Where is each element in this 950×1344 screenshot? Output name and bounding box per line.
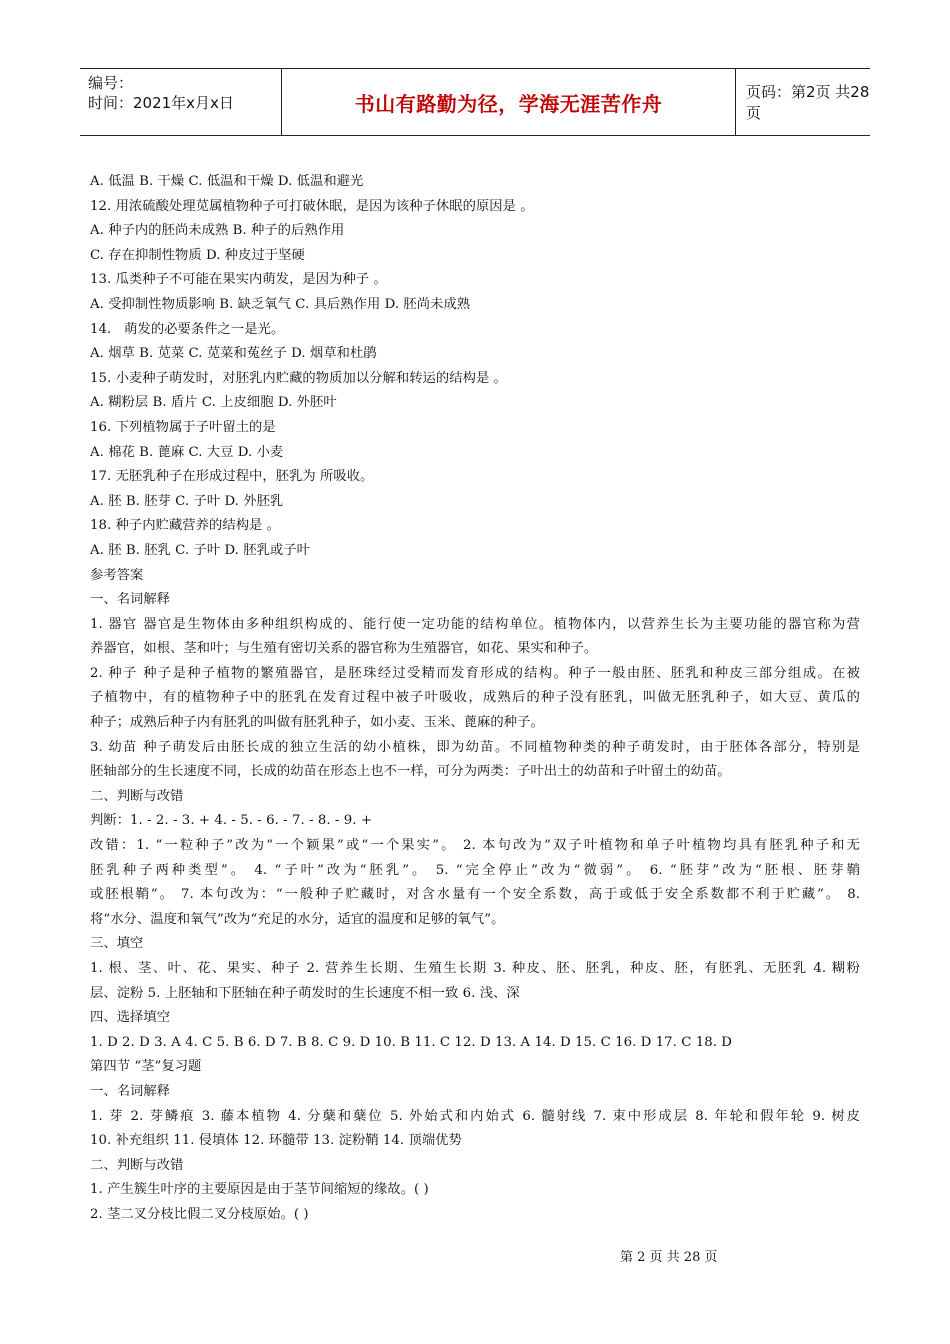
- text-line: 1. 芽 2. 芽鳞痕 3. 藤本植物 4. 分蘖和蘖位 5. 外始式和内始式 6. 髓射线 7. 束中形成层 8. 年轮和假年轮 9. 树皮: [90, 1108, 860, 1124]
- text-line: 2. 种子 种子是种子植物的繁殖器官，是胚珠经过受精而发育形成的结构。种子一般由胚、胚乳和种皮三部分组成。在被: [90, 665, 860, 681]
- document-number-label: 编号：: [88, 74, 134, 92]
- header-page-info: 页码：第2页 共28页: [746, 83, 870, 122]
- section-heading: 二、判断与改错: [90, 788, 184, 804]
- text-line: A. 种子内的胚尚未成熟 B. 种子的后熟作用: [90, 223, 345, 239]
- text-line: 1. 产生簇生叶序的主要原因是由于茎节间缩短的缘故。( ): [90, 1182, 429, 1198]
- text-line: A. 棉花 B. 蓖麻 C. 大豆 D. 小麦: [90, 444, 284, 460]
- text-line: 种子；成熟后种子内有胚乳的叫做有胚乳种子，如小麦、玉米、蓖麻的种子。: [90, 715, 544, 731]
- document-time-label: 时间：2021年x月x日: [88, 94, 234, 112]
- section-heading: 第四节 “茎”复习题: [90, 1059, 202, 1075]
- text-line: A. 胚 B. 胚芽 C. 子叶 D. 外胚乳: [90, 493, 284, 509]
- text-line: A. 胚 B. 胚乳 C. 子叶 D. 胚乳或子叶: [90, 542, 310, 558]
- text-line: 1. 根、茎、叶、花、果实、种子 2. 营养生长期、生殖生长期 3. 种皮、胚、胚乳，种皮、胚，有胚乳、无胚乳 4. 糊粉: [90, 961, 860, 976]
- text-line: 或胚根鞘”。 7. 本句改为：“一般种子贮藏时，对含水量有一个安全系数，高于或低于安全系数都不利于贮藏”。 8.: [90, 887, 860, 903]
- text-line: 10. 补充组织 11. 侵填体 12. 环髓带 13. 淀粉鞘 14. 顶端优势: [90, 1133, 462, 1149]
- text-line: 判断：1. - 2. - 3. + 4. - 5. - 6. - 7. - 8. - 9. +: [90, 813, 373, 829]
- text-line: 1. D 2. D 3. A 4. C 5. B 6. D 7. B 8. C 9. D 10. B 11. C 12. D 13. A 14. D 15. C 16. D 17. C 18. D: [90, 1034, 733, 1050]
- text-line: 将“水分、温度和氧气”改为“充足的水分，适宜的温度和足够的氧气”。: [90, 911, 505, 927]
- text-line: A. 低温 B. 干燥 C. 低温和干燥 D. 低温和避光: [90, 174, 364, 189]
- text-line: A. 糊粉层 B. 盾片 C. 上皮细胞 D. 外胚叶: [90, 395, 337, 411]
- page-footer: 第 2 页 共 28 页: [620, 1250, 718, 1265]
- section-heading: 一、名词解释: [90, 592, 171, 608]
- text-line: 17. 无胚乳种子在形成过程中，胚乳为 所吸收。: [90, 469, 374, 485]
- text-line: C. 存在抑制性物质 D. 种皮过于坚硬: [90, 247, 305, 263]
- text-line: 胚轴部分的生长速度不同，长成的幼苗在形态上也不一样，可分为两类：子叶出土的幼苗和子叶留土的幼苗。: [90, 764, 731, 780]
- text-line: 1. 器官 器官是生物体由多种组织构成的、能行使一定功能的结构单位。植物体内，以营养生长为主要功能的器官称为营: [90, 616, 860, 632]
- section-heading: 一、名词解释: [90, 1083, 171, 1099]
- text-line: A. 烟草 B. 苋菜 C. 苋菜和菟丝子 D. 烟草和杜鹃: [90, 346, 377, 362]
- text-line: 18. 种子内贮藏营养的结构是 。: [90, 518, 281, 534]
- text-line: A. 受抑制性物质影响 B. 缺乏氧气 C. 具后熟作用 D. 胚尚未成熟: [90, 296, 471, 312]
- text-line: 改错：1. “一粒种子”改为“一个颖果”或“一个果实”。 2. 本句改为“双子叶植物和单子叶植物均具有胚乳种子和无: [90, 838, 860, 854]
- section-heading: 二、判断与改错: [90, 1157, 184, 1173]
- text-line: 养器官，如根、茎和叶；与生殖有密切关系的器官称为生殖器官，如花、果实和种子。: [90, 641, 598, 657]
- text-line: 16. 下列植物属于子叶留土的是: [90, 419, 276, 435]
- text-line: 子植物中，有的植物种子中的胚乳在发育过程中被子叶吸收，成熟后的种子没有胚乳，叫做无胚乳种子，如大豆、黄瓜的: [90, 690, 860, 706]
- text-line: 12. 用浓硫酸处理苋属植物种子可打破休眠，是因为该种子休眠的原因是 。: [90, 198, 534, 214]
- text-line: 层、淀粉 5. 上胚轴和下胚轴在种子萌发时的生长速度不相一致 6. 浅、深: [90, 985, 520, 1001]
- text-line: 15. 小麦种子萌发时，对胚乳内贮藏的物质加以分解和转运的结构是 。: [90, 370, 507, 386]
- page-header: [80, 68, 870, 136]
- text-line: 14. 萌发的必要条件之一是光。: [90, 321, 285, 337]
- text-line: 13. 瓜类种子不可能在果实内萌发，是因为种子 。: [90, 272, 387, 288]
- header-meta: [80, 69, 282, 135]
- text-line: 3. 幼苗 种子萌发后由胚长成的独立生活的幼小植株，即为幼苗。不同植物种类的种子萌发时，由于胚体各部分，特别是: [90, 739, 860, 755]
- text-line: 2. 茎二叉分枝比假二叉分枝原始。( ): [90, 1206, 309, 1222]
- header-motto: 书山有路勤为径，学海无涯苦作舟: [282, 69, 736, 135]
- section-heading: 四、选择填空: [90, 1010, 171, 1026]
- document-body: [90, 170, 860, 1228]
- section-heading: 参考答案: [90, 567, 144, 583]
- section-heading: 三、填空: [90, 936, 144, 952]
- text-line: 胚乳种子两种类型”。 4. “子叶”改为“胚乳”。 5. “完全停止”改为“微弱”。 6. “胚芽”改为“胚根、胚芽鞘: [90, 862, 860, 878]
